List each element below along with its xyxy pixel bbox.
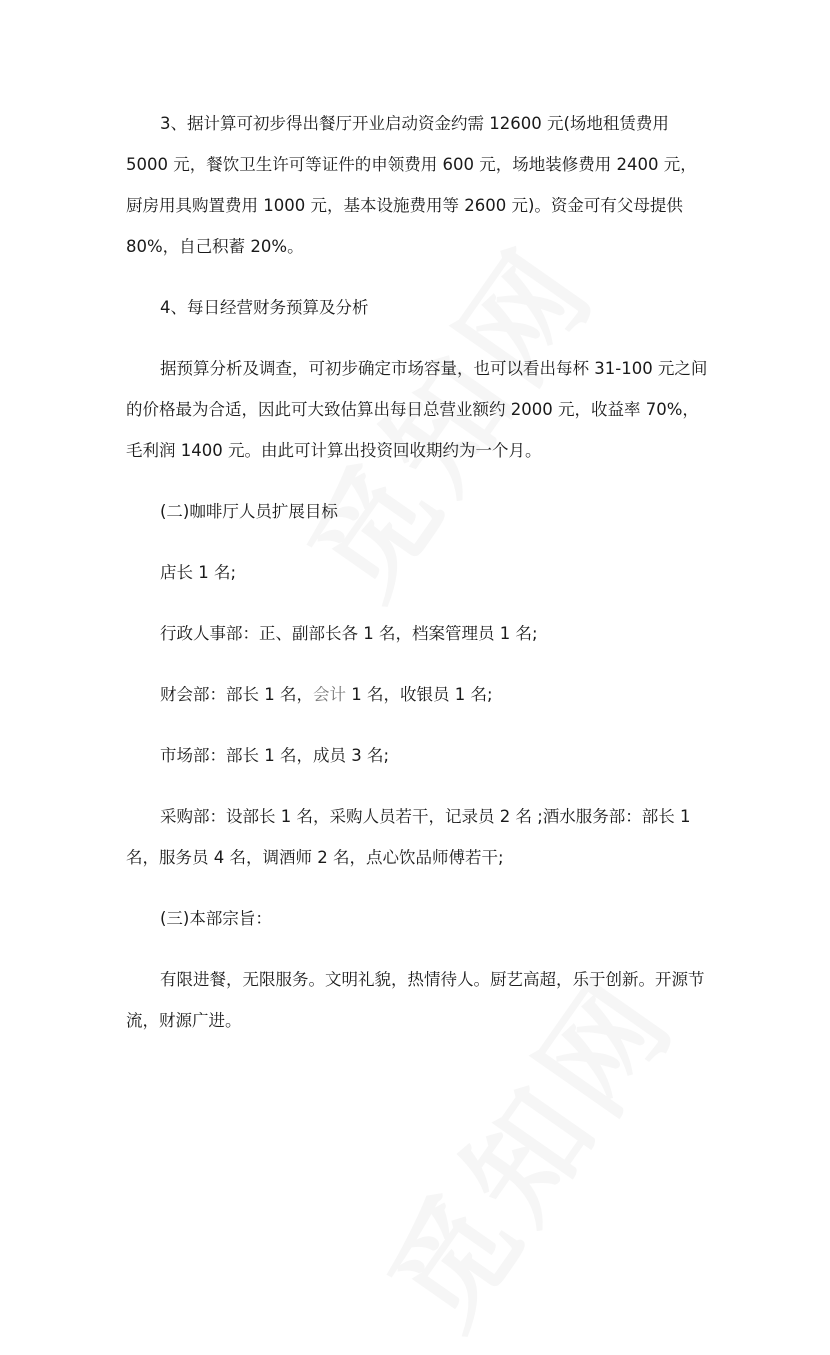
paragraph-heading-purpose: (三)本部宗旨： — [160, 909, 272, 928]
paragraph-startup-capital: 3、据计算可初步得出餐厅开业启动资金约需 12600 元(场地租赁费用 5000 元，餐饮卫生许可等证件的申领费用 600 元，场地装修费用 2400 元，厨房用具购置费用 1000 元，基本设施费用等 2600 元)。资金可有父母提供 80%，自己积蓄 20%。 — [126, 114, 697, 256]
finance-text-c: 1 名，收银员 1 名; — [346, 685, 493, 704]
paragraph-manager: 店长 1 名; — [160, 563, 237, 582]
paragraph-heading-staff: (二)咖啡厅人员扩展目标 — [160, 502, 338, 521]
paragraph-market-analysis: 据预算分析及调查，可初步确定市场容量，也可以看出每杯 31-100 元之间的价格最为合适，因此可大致估算出每日总营业额约 2000 元，收益率 70%，毛利润 1400 元。由此可计算出投资回收期约为一个月。 — [126, 359, 708, 460]
accountant-link[interactable]: 会计 — [313, 685, 346, 704]
paragraph-marketing-dept: 市场部：部长 1 名，成员 3 名; — [160, 746, 390, 765]
paragraph-purpose: 有限进餐，无限服务。文明礼貌，热情待人。厨艺高超，乐于创新。开源节流，财源广进。 — [126, 970, 705, 1030]
paragraph-admin-dept: 行政人事部：正、副部长各 1 名，档案管理员 1 名; — [160, 624, 538, 643]
document-body — [126, 103, 711, 1041]
paragraph-finance-dept — [126, 674, 711, 715]
finance-text-a: 财会部：部长 1 名， — [160, 685, 313, 704]
paragraph-heading-daily-budget: 4、每日经营财务预算及分析 — [160, 298, 369, 317]
paragraph-purchasing-dept: 采购部：设部长 1 名，采购人员若干，记录员 2 名 ;酒水服务部：部长 1 名，服务员 4 名，调酒师 2 名，点心饮品师傅若干; — [126, 807, 691, 867]
